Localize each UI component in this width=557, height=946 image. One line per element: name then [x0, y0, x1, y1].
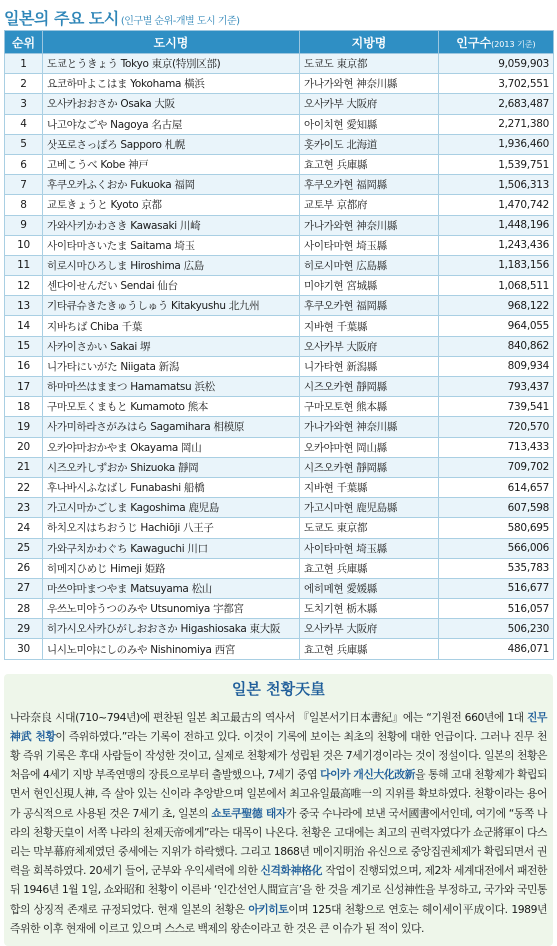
- table-row: [5, 114, 554, 134]
- rank-cell: 16: [5, 356, 43, 376]
- rank-cell: 13: [5, 296, 43, 316]
- rank-cell: 23: [5, 498, 43, 518]
- prefecture-cell: 교토부 京都府: [300, 195, 439, 215]
- city-cell: 가와사키かわさき Kawasaki 川崎: [43, 215, 300, 235]
- rank-cell: 20: [5, 437, 43, 457]
- city-cell: 하치오지はちおうじ Hachiōji 八王子: [43, 518, 300, 538]
- population-header-label: 인구수: [456, 35, 492, 50]
- page-subtitle: (인구별 순위-개별 도시 기준): [120, 16, 240, 27]
- city-cell: 히로시마ひろしま Hiroshima 広島: [43, 255, 300, 275]
- rank-cell: 11: [5, 255, 43, 275]
- table-row: [5, 377, 554, 397]
- prefecture-cell: 니가타현 新潟縣: [300, 356, 439, 376]
- population-cell: 793,437: [439, 377, 554, 397]
- table-row: [5, 215, 554, 235]
- rank-cell: 8: [5, 195, 43, 215]
- population-cell: 2,683,487: [439, 94, 554, 114]
- rank-cell: 9: [5, 215, 43, 235]
- city-cell: 후쿠오카ふくおか Fukuoka 福岡: [43, 175, 300, 195]
- table-row: [5, 195, 554, 215]
- population-cell: 566,006: [439, 538, 554, 558]
- rank-cell: 1: [5, 54, 43, 74]
- prefecture-cell: 사이타마현 埼玉縣: [300, 538, 439, 558]
- cities-table: [4, 30, 554, 660]
- population-cell: 1,068,511: [439, 276, 554, 296]
- prefecture-cell: 도쿄도 東京都: [300, 518, 439, 538]
- city-cell: 나고야なごや Nagoya 名古屋: [43, 114, 300, 134]
- table-row: [5, 175, 554, 195]
- prefecture-cell: 오사카부 大阪府: [300, 94, 439, 114]
- prefecture-cell: 지바현 千葉縣: [300, 316, 439, 336]
- table-row: [5, 397, 554, 417]
- population-cell: 1,936,460: [439, 134, 554, 154]
- city-cell: 고베こうべ Kobe 神戸: [43, 154, 300, 174]
- emperor-text: [4, 704, 553, 946]
- prefecture-cell: 오카야마현 岡山縣: [300, 437, 439, 457]
- table-row: [5, 578, 554, 598]
- rank-cell: 10: [5, 235, 43, 255]
- rank-cell: 7: [5, 175, 43, 195]
- population-cell: 739,541: [439, 397, 554, 417]
- column-header-prefecture: 지방명: [300, 31, 439, 54]
- rank-cell: 24: [5, 518, 43, 538]
- prefecture-cell: 가고시마현 鹿児島縣: [300, 498, 439, 518]
- prefecture-cell: 시즈오카현 靜岡縣: [300, 457, 439, 477]
- population-cell: 486,071: [439, 639, 554, 659]
- prefecture-cell: 효고현 兵庫縣: [300, 154, 439, 174]
- population-cell: 840,862: [439, 336, 554, 356]
- city-cell: 하마마쓰はままつ Hamamatsu 浜松: [43, 377, 300, 397]
- prefecture-cell: 구마모토현 熊本縣: [300, 397, 439, 417]
- population-cell: 709,702: [439, 457, 554, 477]
- table-row: [5, 639, 554, 659]
- column-header-city: 도시명: [43, 31, 300, 54]
- prefecture-cell: 아이치현 愛知縣: [300, 114, 439, 134]
- city-cell: 삿포로さっぽろ Sapporo 札幌: [43, 134, 300, 154]
- rank-cell: 18: [5, 397, 43, 417]
- table-row: [5, 276, 554, 296]
- city-cell: 교토きょうと Kyoto 京都: [43, 195, 300, 215]
- emperor-text-6: 이며 125대 천황으로 연호는 헤이세이平成이다. 1989년 즉위한 이후 현재에 이르고 있으며 스스로 백제의 왕손이라고 한 것은 큰 이슈가 된 적이 있다.: [10, 902, 547, 935]
- population-cell: 720,570: [439, 417, 554, 437]
- city-cell: 니가타にいがた Niigata 新潟: [43, 356, 300, 376]
- city-cell: 지바ちば Chiba 千葉: [43, 316, 300, 336]
- rank-cell: 19: [5, 417, 43, 437]
- city-cell: 마쓰야마まつやま Matsuyama 松山: [43, 578, 300, 598]
- table-row: [5, 296, 554, 316]
- population-cell: 535,783: [439, 558, 554, 578]
- prefecture-cell: 미야기현 宮城縣: [300, 276, 439, 296]
- table-row: [5, 538, 554, 558]
- table-row: [5, 134, 554, 154]
- prefecture-cell: 오사카부 大阪府: [300, 336, 439, 356]
- city-cell: 니시노미야にしのみや Nishinomiya 西宮: [43, 639, 300, 659]
- rank-cell: 26: [5, 558, 43, 578]
- prefecture-cell: 도쿄도 東京都: [300, 54, 439, 74]
- rank-cell: 17: [5, 377, 43, 397]
- table-row: [5, 558, 554, 578]
- rank-cell: 12: [5, 276, 43, 296]
- city-cell: 오사카おおさか Osaka 大阪: [43, 94, 300, 114]
- city-cell: 후나바시ふなばし Funabashi 船橋: [43, 477, 300, 497]
- prefecture-cell: 가나가와현 神奈川縣: [300, 215, 439, 235]
- population-cell: 809,934: [439, 356, 554, 376]
- population-cell: 506,230: [439, 619, 554, 639]
- rank-cell: 30: [5, 639, 43, 659]
- prefecture-cell: 도치기현 栃木縣: [300, 599, 439, 619]
- rank-cell: 21: [5, 457, 43, 477]
- population-cell: 516,057: [439, 599, 554, 619]
- rank-cell: 29: [5, 619, 43, 639]
- population-cell: 9,059,903: [439, 54, 554, 74]
- table-header-row: [5, 31, 554, 54]
- rank-cell: 6: [5, 154, 43, 174]
- highlight-akihito: 아키히토: [248, 902, 289, 916]
- city-cell: 가고시마かごしま Kagoshima 鹿児島: [43, 498, 300, 518]
- population-cell: 1,243,436: [439, 235, 554, 255]
- table-row: [5, 54, 554, 74]
- population-cell: 614,657: [439, 477, 554, 497]
- rank-cell: 28: [5, 599, 43, 619]
- emperor-text-4: 가 중국 수나라에 보낸 국서國書에서인데, 여기에 “동쪽 나라의 천황天皇이 서쪽 나라의 천제天帝에게”라는 대목이 나온다. 천황은 고대에는 최고의 권력자였다가 쇼군將軍이 다스리는 막부幕府체제였던 중세에는 지위가 하락했다. 그리고 1868년 메이지明治 유신으로 중앙집권체제가 확립되면서 권력을 회복하였다. 20세기 들어, 군부와 우익세력에 의한: [10, 806, 547, 878]
- city-cell: 시즈오카しずおか Shizuoka 靜岡: [43, 457, 300, 477]
- population-cell: 516,677: [439, 578, 554, 598]
- city-cell: 도쿄とうきょう Tokyo 東京(特別区部): [43, 54, 300, 74]
- highlight-deification: 신격화神格化: [260, 864, 323, 878]
- population-cell: 1,506,313: [439, 175, 554, 195]
- table-row: [5, 336, 554, 356]
- emperor-text-2: 이 즉위하였다.”라는 기록이 전하고 있다. 이것이 기록에 보이는 최초의 천황에 대한 언급이다. 그러나 진무 천황 즉위 기록은 후대 사람들이 작성한 것이고, 실제로 천황제가 성립된 것은 7세기경이라는 것이 정설이다. 일본의 천황은 처음에 4세기 지방 부족연맹의 장長으로부터 출발했으나, 7세기 중엽: [10, 729, 547, 782]
- population-cell: 968,122: [439, 296, 554, 316]
- prefecture-cell: 후쿠오카현 福岡縣: [300, 175, 439, 195]
- population-cell: 713,433: [439, 437, 554, 457]
- prefecture-cell: 시즈오카현 靜岡縣: [300, 377, 439, 397]
- prefecture-cell: 히로시마현 広島縣: [300, 255, 439, 275]
- page-title: 일본의 주요 도시: [4, 9, 119, 28]
- city-cell: 요코하마よこはま Yokohama 橫浜: [43, 74, 300, 94]
- prefecture-cell: 후쿠오카현 福岡縣: [300, 296, 439, 316]
- highlight-shotoku: 쇼토쿠聖德 태자: [211, 806, 286, 820]
- prefecture-cell: 에히메현 愛媛縣: [300, 578, 439, 598]
- rank-cell: 5: [5, 134, 43, 154]
- table-row: [5, 316, 554, 336]
- emperor-text-5: 작업이 진행되었으며, 제2차 세계대전에서 패전한 뒤 1946년 1월 1일, 쇼와昭和 천황이 이른바 ‘인간선언人間宣言’을 한 것을 계기로 신성神性을 부정하고, 국가와 국민통합의 상징적 존재로 규정되었다. 현재 일본의 천황은: [10, 864, 547, 916]
- population-cell: 964,055: [439, 316, 554, 336]
- city-cell: 가와구치かわぐち Kawaguchi 川口: [43, 538, 300, 558]
- rank-cell: 27: [5, 578, 43, 598]
- population-cell: 1,539,751: [439, 154, 554, 174]
- table-body: [5, 54, 554, 660]
- prefecture-cell: 지바현 千葉縣: [300, 477, 439, 497]
- table-row: [5, 518, 554, 538]
- page-header: [0, 0, 557, 30]
- column-header-population: [439, 31, 554, 54]
- rank-cell: 22: [5, 477, 43, 497]
- rank-cell: 2: [5, 74, 43, 94]
- prefecture-cell: 오사카부 大阪府: [300, 619, 439, 639]
- table-row: [5, 94, 554, 114]
- emperor-text-1: 나라奈良 시대(710~794년)에 편찬된 일본 최고最古의 역사서 『일본서기日本書紀』에는 “기원전 660년에 1대: [10, 710, 528, 724]
- population-cell: 607,598: [439, 498, 554, 518]
- table-row: [5, 154, 554, 174]
- population-cell: 1,448,196: [439, 215, 554, 235]
- city-cell: 오카야마おかやま Okayama 岡山: [43, 437, 300, 457]
- emperor-title: 일본 천황天皇: [231, 680, 326, 699]
- city-cell: 히가시오사카ひがしおおさか Higashiosaka 東大阪: [43, 619, 300, 639]
- city-cell: 사가미하라さがみはら Sagamihara 相模原: [43, 417, 300, 437]
- highlight-jimmu: 진무神武 천황: [10, 710, 547, 743]
- rank-cell: 14: [5, 316, 43, 336]
- emperor-box: [4, 674, 553, 946]
- city-cell: 사카이さかい Sakai 堺: [43, 336, 300, 356]
- population-cell: 580,695: [439, 518, 554, 538]
- column-header-rank: 순위: [5, 31, 43, 54]
- rank-cell: 4: [5, 114, 43, 134]
- prefecture-cell: 가나가와현 神奈川縣: [300, 74, 439, 94]
- table-row: [5, 498, 554, 518]
- table-row: [5, 437, 554, 457]
- city-cell: 기타큐슈きたきゅうしゅう Kitakyushu 北九州: [43, 296, 300, 316]
- city-cell: 히메지ひめじ Himeji 姫路: [43, 558, 300, 578]
- city-cell: 우쓰노미야うつのみや Utsunomiya 宇都宮: [43, 599, 300, 619]
- emperor-header: [4, 674, 553, 704]
- prefecture-cell: 효고현 兵庫縣: [300, 558, 439, 578]
- emperor-text-3: 을 통해 고대 천황제가 확립되면서 현인신現人神, 즉 살아 있는 신이라 추앙받으며 일본에서 최고유일最高唯一의 지위를 확보하였다. 천황이라는 용어가 공식적으로 사용된 것은 7세기 초, 일본의: [10, 768, 548, 820]
- prefecture-cell: 홋카이도 北海道: [300, 134, 439, 154]
- prefecture-cell: 사이타마현 埼玉縣: [300, 235, 439, 255]
- table-row: [5, 477, 554, 497]
- table-row: [5, 599, 554, 619]
- population-cell: 3,702,551: [439, 74, 554, 94]
- table-row: [5, 356, 554, 376]
- city-cell: 구마모토くまもと Kumamoto 熊本: [43, 397, 300, 417]
- table-row: [5, 457, 554, 477]
- rank-cell: 3: [5, 94, 43, 114]
- city-cell: 센다이せんだい Sendai 仙台: [43, 276, 300, 296]
- prefecture-cell: 효고현 兵庫縣: [300, 639, 439, 659]
- population-cell: 1,183,156: [439, 255, 554, 275]
- table-row: [5, 417, 554, 437]
- population-cell: 2,271,380: [439, 114, 554, 134]
- table-row: [5, 255, 554, 275]
- prefecture-cell: 가나가와현 神奈川縣: [300, 417, 439, 437]
- rank-cell: 15: [5, 336, 43, 356]
- population-cell: 1,470,742: [439, 195, 554, 215]
- highlight-taika-reform: 다이카 개신大化改新: [320, 768, 416, 782]
- city-cell: 사이타마さいたま Saitama 埼玉: [43, 235, 300, 255]
- table-row: [5, 74, 554, 94]
- table-row: [5, 235, 554, 255]
- rank-cell: 25: [5, 538, 43, 558]
- population-header-unit: (2013 기준): [491, 39, 536, 49]
- table-row: [5, 619, 554, 639]
